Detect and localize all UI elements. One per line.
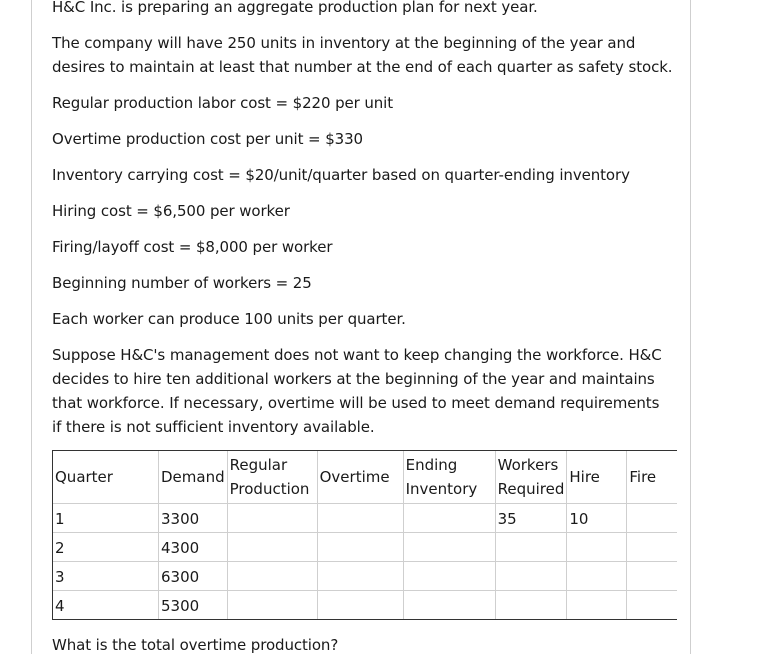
cell-overtime[interactable] <box>317 591 403 620</box>
intro-text: H&C Inc. is preparing an aggregate production plan for next year. <box>52 0 538 16</box>
cell-quarter: 2 <box>53 533 159 562</box>
cell-fire[interactable] <box>627 562 677 591</box>
cell-regular-production[interactable] <box>227 533 317 562</box>
cell-workers-required[interactable] <box>495 533 567 562</box>
header-workers-line2: Required <box>497 480 565 498</box>
cell-workers-required[interactable] <box>495 562 567 591</box>
scenario-text: Suppose H&C's management does not want to keep changing the workforce. H&C decides to hire ten additional workers at the beginning of the year and maintains that workforce. If necessary, overtime will be used to meet demand requirements if there is not sufficient inventory available. <box>52 346 662 436</box>
header-workers-required <box>495 451 567 504</box>
cell-demand: 6300 <box>159 562 228 591</box>
cell-hire[interactable]: 10 <box>567 504 627 533</box>
overtime-cost: Overtime production cost per unit = $330 <box>52 130 363 148</box>
header-overtime: Overtime <box>317 451 403 504</box>
cell-quarter: 4 <box>53 591 159 620</box>
header-quarter: Quarter <box>53 451 159 504</box>
cell-fire[interactable] <box>627 533 677 562</box>
carrying-cost: Inventory carrying cost = $20/unit/quarter based on quarter-ending inventory <box>52 166 630 184</box>
production-plan-table <box>52 450 677 620</box>
cell-fire[interactable] <box>627 591 677 620</box>
firing-cost: Firing/layoff cost = $8,000 per worker <box>52 238 333 256</box>
cell-workers-required[interactable]: 35 <box>495 504 567 533</box>
header-fire: Fire <box>627 451 677 504</box>
cell-ending-inventory[interactable] <box>403 562 495 591</box>
cell-ending-inventory[interactable] <box>403 591 495 620</box>
header-ending-inventory <box>403 451 495 504</box>
header-ending-line1: Ending <box>405 456 458 474</box>
cell-fire[interactable] <box>627 504 677 533</box>
worker-capacity: Each worker can produce 100 units per quarter. <box>52 310 406 328</box>
cell-demand: 5300 <box>159 591 228 620</box>
cell-quarter: 1 <box>53 504 159 533</box>
cell-regular-production[interactable] <box>227 591 317 620</box>
cell-overtime[interactable] <box>317 533 403 562</box>
table-row <box>53 533 677 562</box>
cell-regular-production[interactable] <box>227 504 317 533</box>
cell-demand: 4300 <box>159 533 228 562</box>
cell-overtime[interactable] <box>317 504 403 533</box>
header-regular-line2: Production <box>229 480 310 498</box>
inventory-note: The company will have 250 units in inventory at the beginning of the year and desires to maintain at least that number at the end of each quarter as safety stock. <box>52 34 673 76</box>
header-hire: Hire <box>567 451 627 504</box>
question-text: What is the total overtime production? <box>52 636 339 654</box>
cell-ending-inventory[interactable] <box>403 504 495 533</box>
cell-hire[interactable] <box>567 591 627 620</box>
cell-hire[interactable] <box>567 562 627 591</box>
header-demand: Demand <box>159 451 228 504</box>
table-row <box>53 504 677 533</box>
cell-quarter: 3 <box>53 562 159 591</box>
cell-workers-required[interactable] <box>495 591 567 620</box>
cell-demand: 3300 <box>159 504 228 533</box>
table-header-row <box>53 451 677 504</box>
beginning-workers: Beginning number of workers = 25 <box>52 274 312 292</box>
header-regular-production <box>227 451 317 504</box>
header-regular-line1: Regular <box>229 456 288 474</box>
cell-ending-inventory[interactable] <box>403 533 495 562</box>
header-ending-line2: Inventory <box>405 480 478 498</box>
cell-regular-production[interactable] <box>227 562 317 591</box>
regular-cost: Regular production labor cost = $220 per unit <box>52 94 394 112</box>
cell-hire[interactable] <box>567 533 627 562</box>
table-row <box>53 562 677 591</box>
header-workers-line1: Workers <box>497 456 559 474</box>
hiring-cost: Hiring cost = $6,500 per worker <box>52 202 290 220</box>
table-row <box>53 591 677 620</box>
cell-overtime[interactable] <box>317 562 403 591</box>
